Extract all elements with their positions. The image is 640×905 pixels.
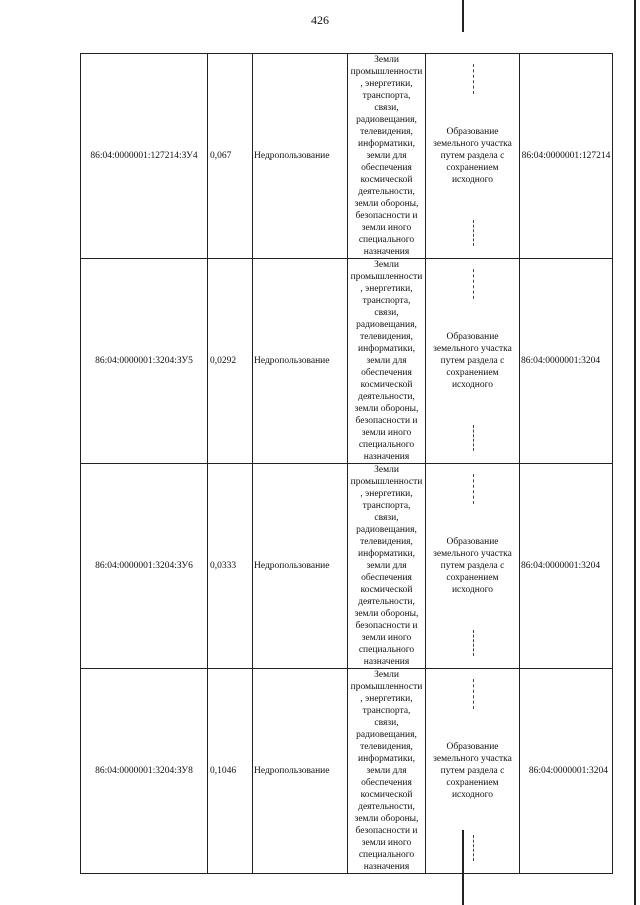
formation-method-cell bbox=[426, 259, 520, 464]
dashed-line bbox=[473, 425, 475, 451]
formation-method-text: Образование земельного участка путем раздела с сохранением исходного bbox=[433, 332, 512, 390]
dashed-line bbox=[473, 64, 475, 94]
formation-method-text: Образование земельного участка путем раздела с сохранением исходного bbox=[433, 742, 512, 800]
scan-artifact-line bbox=[634, 0, 636, 905]
formation-method-text: Образование земельного участка путем раздела с сохранением исходного bbox=[433, 127, 512, 185]
cadastral-number-cell: 86:04:0000001:127214:ЗУ4 bbox=[81, 54, 208, 259]
area-cell: 0,0292 bbox=[208, 259, 253, 464]
formation-method-text: Образование земельного участка путем раздела с сохранением исходного bbox=[433, 537, 512, 595]
land-category-cell: Земли промышленности, энергетики, транспорта, связи, радиовещания, телевидения, информатики, земли для обеспечения космической деятельности, земли обороны, безопасности и земли иного специального назначения bbox=[348, 669, 426, 874]
table-row bbox=[81, 54, 613, 259]
cadastral-number-cell: 86:04:0000001:3204:ЗУ6 bbox=[81, 464, 208, 669]
cadastral-number-cell: 86:04:0000001:3204:ЗУ8 bbox=[81, 669, 208, 874]
table-row bbox=[81, 464, 613, 669]
source-number-cell: 86:04:0000001:3204 bbox=[520, 464, 613, 669]
permitted-use-cell: Недропользование bbox=[253, 464, 348, 669]
table-row bbox=[81, 259, 613, 464]
area-cell: 0,0333 bbox=[208, 464, 253, 669]
table-row bbox=[81, 669, 613, 874]
area-cell: 0,1046 bbox=[208, 669, 253, 874]
land-category-cell: Земли промышленности, энергетики, транспорта, связи, радиовещания, телевидения, информатики, земли для обеспечения космической деятельности, земли обороны, безопасности и земли иного специального назначения bbox=[348, 259, 426, 464]
dashed-line bbox=[473, 474, 475, 504]
formation-method-cell bbox=[426, 54, 520, 259]
source-number-cell: 86:04:0000001:3204 bbox=[520, 669, 613, 874]
formation-method-cell bbox=[426, 669, 520, 874]
permitted-use-cell: Недропользование bbox=[253, 259, 348, 464]
scan-artifact-line bbox=[462, 0, 464, 32]
land-category-cell: Земли промышленности, энергетики, транспорта, связи, радиовещания, телевидения, информатики, земли для обеспечения космической деятельности, земли обороны, безопасности и земли иного специального назначения bbox=[348, 54, 426, 259]
dashed-line bbox=[473, 679, 475, 709]
area-cell: 0,067 bbox=[208, 54, 253, 259]
land-plots-table bbox=[80, 53, 613, 874]
source-number-cell: 86:04:0000001:127214 bbox=[520, 54, 613, 259]
permitted-use-cell: Недропользование bbox=[253, 669, 348, 874]
formation-method-cell bbox=[426, 464, 520, 669]
page-number: 426 bbox=[311, 13, 329, 27]
source-number-cell: 86:04:0000001:3204 bbox=[520, 259, 613, 464]
cadastral-number-cell: 86:04:0000001:3204:ЗУ5 bbox=[81, 259, 208, 464]
land-category-cell: Земли промышленности, энергетики, транспорта, связи, радиовещания, телевидения, информатики, земли для обеспечения космической деятельности, земли обороны, безопасности и земли иного специального назначения bbox=[348, 464, 426, 669]
dashed-line bbox=[473, 220, 475, 246]
permitted-use-cell: Недропользование bbox=[253, 54, 348, 259]
dashed-line bbox=[473, 835, 475, 861]
dashed-line bbox=[473, 269, 475, 299]
dashed-line bbox=[473, 630, 475, 656]
